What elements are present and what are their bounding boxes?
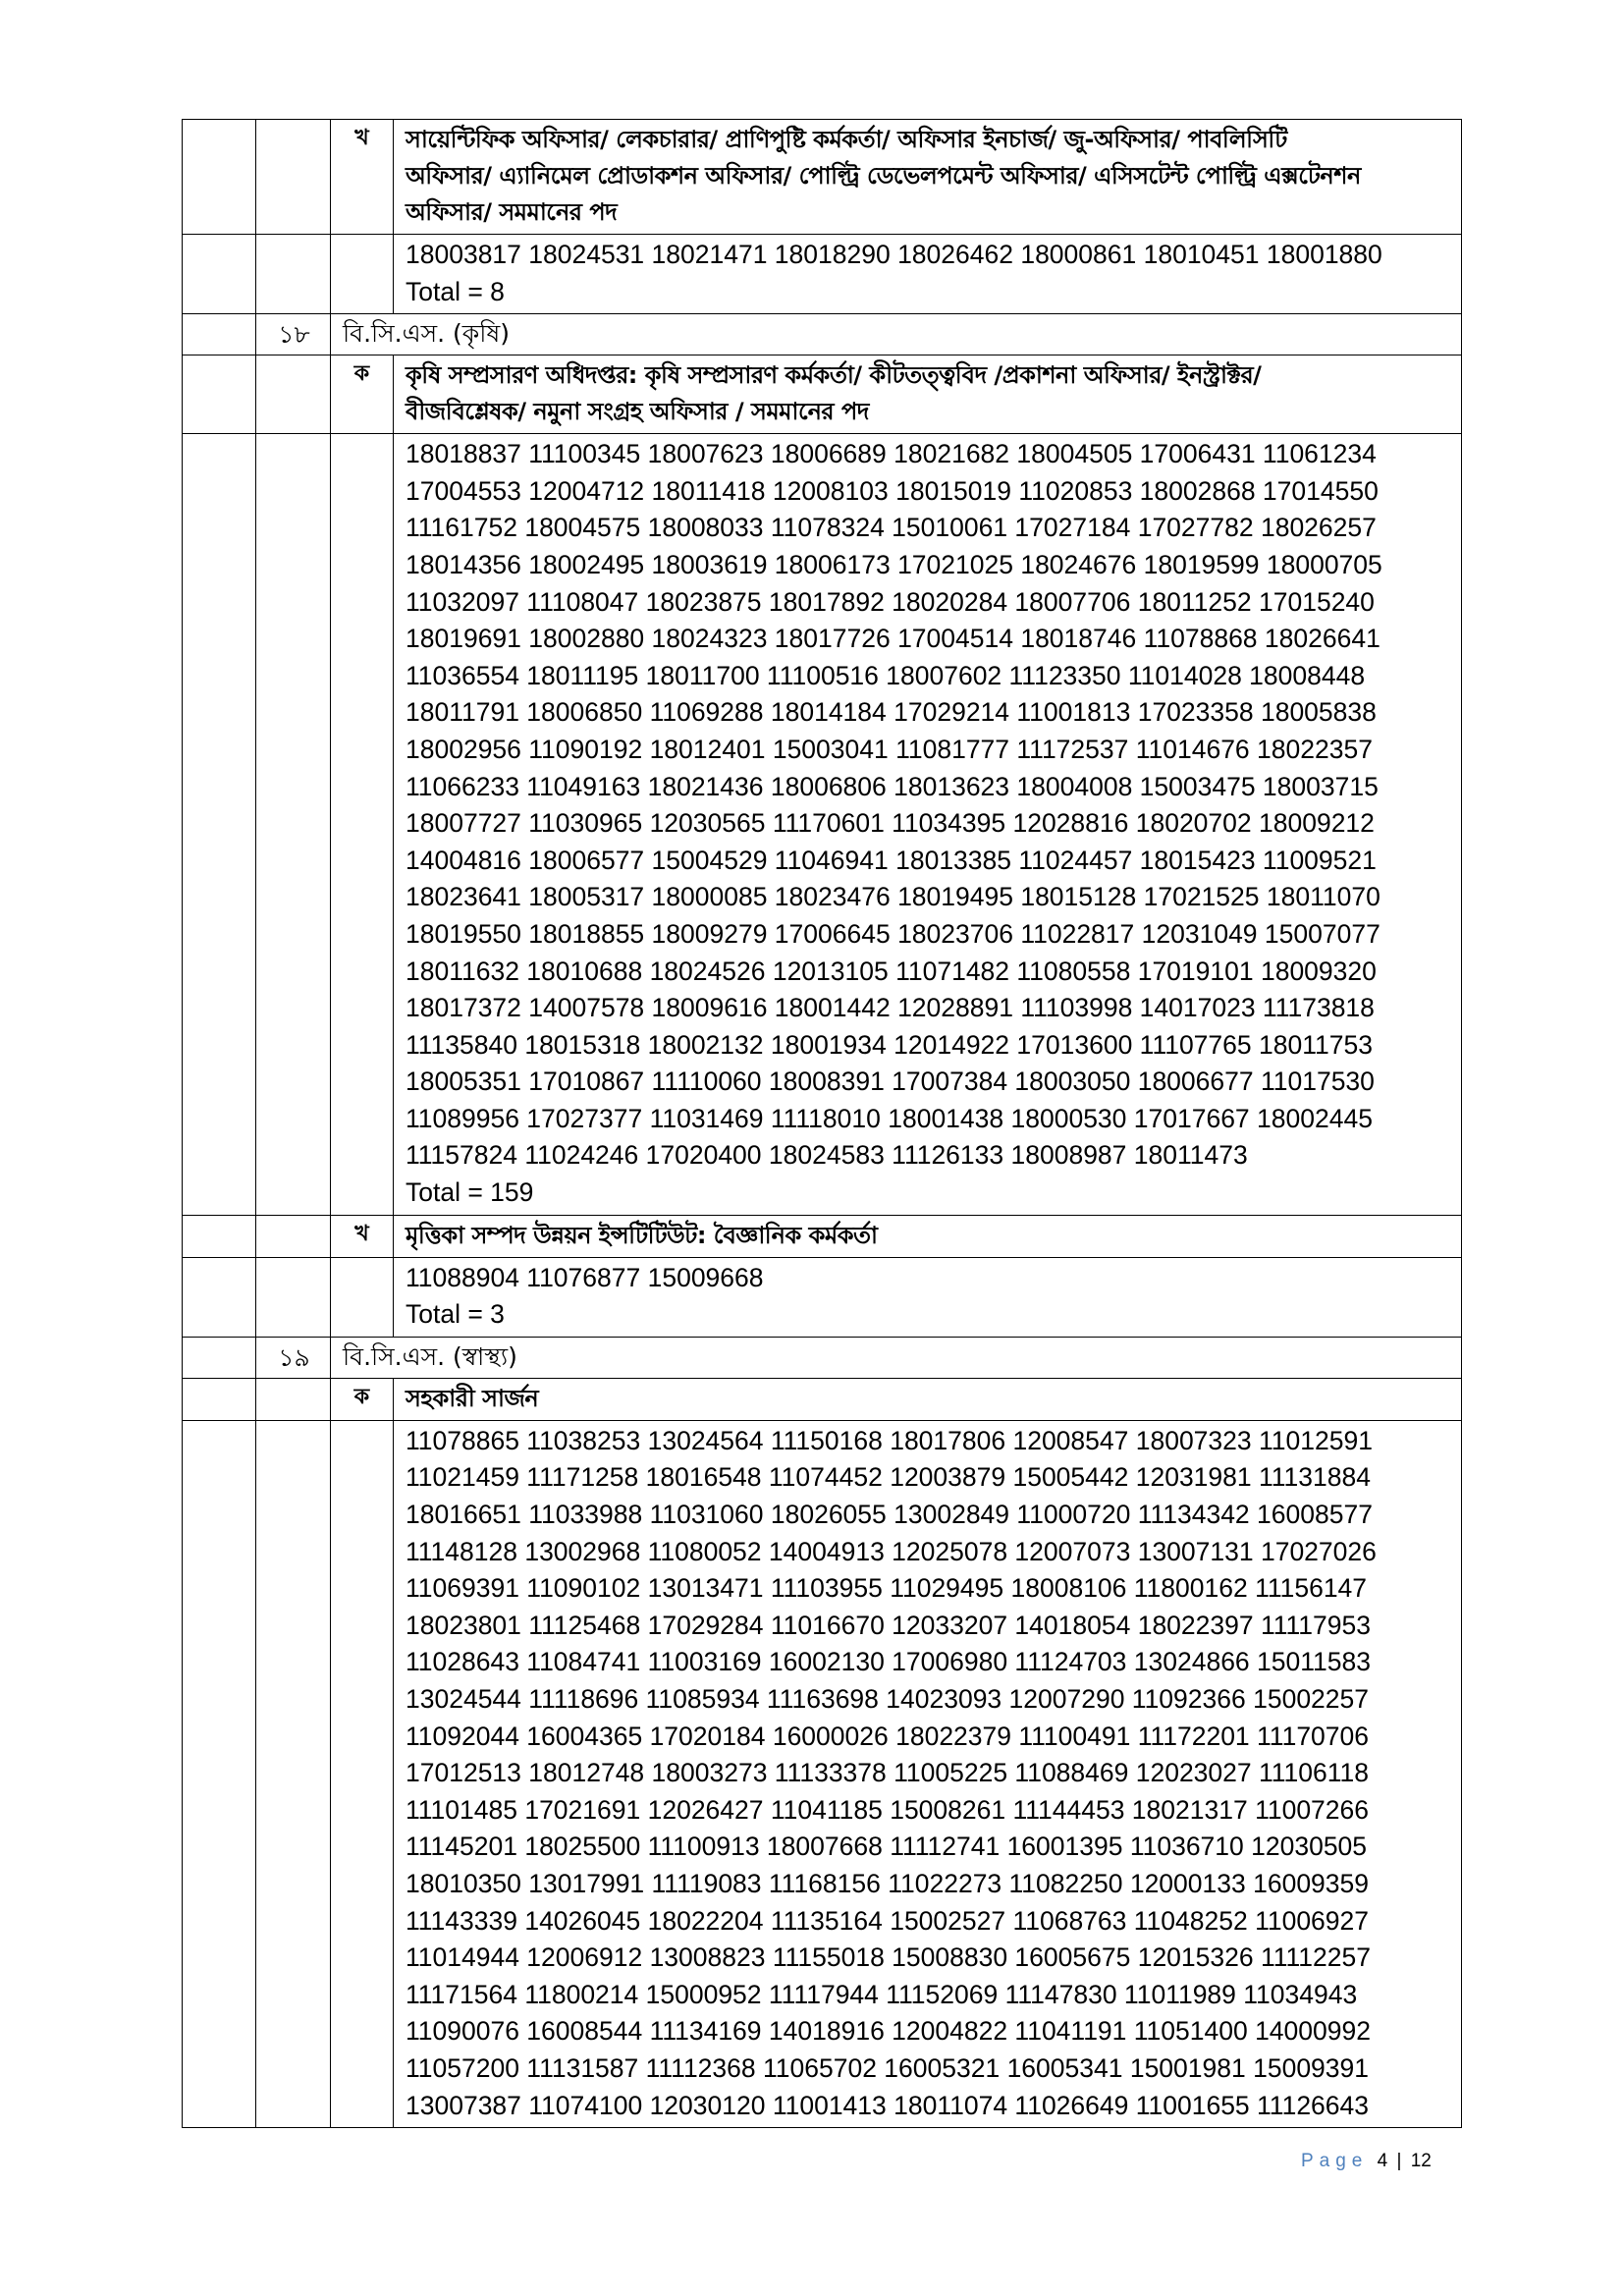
roll-number-line: 11088904 11076877 15009668 xyxy=(406,1262,764,1292)
sub-section-heading: সায়েন্টিফিক অফিসার/ লেকচারার/ প্রাণিপুষ্টি কর্মকর্তা/ অফিসার ইনচার্জ/ জু-অফিসার/ পাবলিসিটি অফিসার/ এ্যানিমেল প্রোডাকশন অফিসার/ পোল্ট্রি ডেভেলপমেন্ট অফিসার/ এসিসটেন্ট পোল্ট্রি এক্সটেনশন অফিসার/ সমমানের পদ xyxy=(394,120,1462,235)
roll-number-line: 17004553 12004712 18011418 12008103 18015019 11020853 18002868 17014550 xyxy=(406,475,1379,506)
roll-number-line: 18002956 11090192 18012401 15003041 11081777 11172537 11014676 18022357 xyxy=(406,734,1373,764)
roll-number-line: 13024544 11118696 11085934 11163698 14023093 12007290 11092366 15002257 xyxy=(406,1684,1370,1714)
page-label: Page xyxy=(1301,2151,1369,2171)
roll-number-line: 18014356 18002495 18003619 18006173 17021025 18024676 18019599 18000705 xyxy=(406,549,1382,579)
roll-number-line: 11101485 17021691 12026427 11041185 15008261 11144453 18021317 11007266 xyxy=(406,1794,1370,1825)
results-table xyxy=(182,119,1462,2128)
roll-number-line: 11171564 11800214 15000952 11117944 11152069 11147830 11011989 11034943 xyxy=(406,1979,1358,2009)
roll-number-line: 18010350 13017991 11119083 11168156 11022273 11082250 12000133 16009359 xyxy=(406,1868,1370,1898)
table-row xyxy=(183,314,1462,355)
roll-number-line: 11078865 11038253 13024564 11150168 18017806 12008547 18007323 11012591 xyxy=(406,1425,1373,1455)
roll-number-line: 18003817 18024531 18021471 18018290 18026462 18000861 18010451 18001880 xyxy=(406,240,1382,269)
roll-number-line: 18005351 17010867 11110060 18008391 17007384 18003050 18006677 11017530 xyxy=(406,1066,1375,1097)
roll-number-line: 11032097 11108047 18023875 18017892 18020284 18007706 18011252 17015240 xyxy=(406,586,1375,617)
table-row xyxy=(183,1337,1462,1378)
table-row xyxy=(183,355,1462,434)
table-row xyxy=(183,1257,1462,1337)
roll-number-line: 18018837 11100345 18007623 18006689 18021682 18004505 17006431 11061234 xyxy=(406,439,1377,469)
sub-section-heading: সহকারী সার্জন xyxy=(394,1378,1462,1420)
table-row xyxy=(183,434,1462,1215)
page-total: 12 xyxy=(1410,2151,1432,2171)
sub-section-letter: ক xyxy=(331,1378,394,1420)
roll-number-line: 11066233 11049163 18021436 18006806 18013623 18004008 15003475 18003715 xyxy=(406,771,1379,801)
sub-section-heading: মৃত্তিকা সম্পদ উন্নয়ন ইন্সটিটিউট: বৈজ্ঞানিক কর্মকর্তা xyxy=(394,1215,1462,1257)
roll-number-line: 11057200 11131587 11112368 11065702 16005321 16005341 15001981 15009391 xyxy=(406,2052,1370,2083)
roll-number-line: 18017372 14007578 18009616 18001442 12028891 11103998 14017023 11173818 xyxy=(406,993,1375,1023)
roll-number-line: 11157824 11024246 17020400 18024583 11126133 18008987 18011473 xyxy=(406,1140,1248,1171)
roll-number-line: 11014944 12006912 13008823 11155018 15008830 16005675 12015326 11112257 xyxy=(406,1942,1371,1973)
table-row xyxy=(183,235,1462,314)
roll-number-line: 18007727 11030965 12030565 11170601 11034395 12028816 18020702 18009212 xyxy=(406,808,1375,839)
roll-number-line: 11036554 18011195 18011700 11100516 18007602 11123350 11014028 18008448 xyxy=(406,660,1366,690)
sub-section-letter: খ xyxy=(331,1215,394,1257)
roll-number-line: 11161752 18004575 18008033 11078324 15010061 17027184 17027782 18026257 xyxy=(406,513,1377,543)
roll-number-line: 18011632 18010688 18024526 12013105 11071482 11080558 17019101 18009320 xyxy=(406,956,1377,986)
roll-number-line: 11089956 17027377 11031469 11118010 18001438 18000530 17017667 18002445 xyxy=(406,1103,1373,1133)
section-heading: বি.সি.এস. (স্বাস্থ্য) xyxy=(331,1337,1462,1378)
roll-number-line: 11069391 11090102 13013471 11103955 11029495 18008106 11800162 11156147 xyxy=(406,1573,1368,1604)
roll-number-line: 18023801 11125468 17029284 11016670 12033207 14018054 18022397 11117953 xyxy=(406,1610,1371,1640)
roll-number-list xyxy=(394,434,1462,1215)
roll-number-line: 11090076 16008544 11134169 14018916 12004822 11041191 11051400 14000992 xyxy=(406,2016,1371,2047)
section-number: ১৯ xyxy=(256,1337,331,1378)
page-separator: | xyxy=(1396,2151,1402,2171)
sub-section-letter: ক xyxy=(331,355,394,434)
roll-number-line: 11028643 11084741 11003169 16002130 17006980 11124703 13024866 15011583 xyxy=(406,1647,1371,1677)
page-number: 4 xyxy=(1377,2151,1388,2171)
roll-number-line: 18016651 11033988 11031060 18026055 13002849 11000720 11134342 16008577 xyxy=(406,1500,1373,1530)
table-row xyxy=(183,1420,1462,2127)
roll-number-line: 11148128 13002968 11080052 14004913 12025078 12007073 13007131 17027026 xyxy=(406,1536,1377,1566)
section-heading: বি.সি.এস. (কৃষি) xyxy=(331,314,1462,355)
sub-section-heading: কৃষি সম্প্রসারণ অধিদপ্তর: কৃষি সম্প্রসারণ কর্মকর্তা/ কীটতত্ত্ববিদ /প্রকাশনা অফিসার/ ইনস্ট্রাক্টর/ বীজবিশ্লেষক/ নমুনা সংগ্রহ অফিসার / সমমানের পদ xyxy=(394,355,1462,434)
roll-number-line: 18011791 18006850 11069288 18014184 17029214 11001813 17023358 18005838 xyxy=(406,697,1377,728)
roll-number-line: 11021459 11171258 18016548 11074452 12003879 15005442 12031981 11131884 xyxy=(406,1462,1371,1493)
table-row xyxy=(183,120,1462,235)
roll-number-line: 11135840 18015318 18002132 18001934 12014922 17013600 11107765 18011753 xyxy=(406,1029,1373,1060)
roll-number-line: 17012513 18012748 18003273 11133378 11005225 11088469 12023027 11106118 xyxy=(406,1758,1370,1788)
total-count: Total = 8 xyxy=(406,276,505,306)
roll-number-line: 18023641 18005317 18000085 18023476 18019495 18015128 17021525 18011070 xyxy=(406,882,1380,912)
page-footer xyxy=(1301,2151,1432,2172)
total-count: Total = 159 xyxy=(406,1177,534,1208)
table-row xyxy=(183,1378,1462,1420)
roll-number-line: 11145201 18025500 11100913 18007668 11112741 16001395 11036710 12030505 xyxy=(406,1831,1368,1862)
roll-number-line: 13007387 11074100 12030120 11001413 18011074 11026649 11001655 11126643 xyxy=(406,2090,1370,2120)
roll-number-line: 11092044 16004365 17020184 16000026 18022379 11100491 11172201 11170706 xyxy=(406,1721,1370,1751)
table-row xyxy=(183,1215,1462,1257)
section-number: ১৮ xyxy=(256,314,331,355)
roll-number-list xyxy=(394,1257,1462,1337)
roll-number-list xyxy=(394,235,1462,314)
roll-number-line: 18019691 18002880 18024323 18017726 17004514 18018746 11078868 18026641 xyxy=(406,624,1380,654)
sub-section-letter: খ xyxy=(331,120,394,235)
roll-number-line: 11143339 14026045 18022204 11135164 15002527 11068763 11048252 11006927 xyxy=(406,1905,1370,1936)
roll-number-list xyxy=(394,1420,1462,2127)
roll-number-line: 18019550 18018855 18009279 17006645 18023706 11022817 12031049 15007077 xyxy=(406,918,1380,949)
roll-number-line: 14004816 18006577 15004529 11046941 18013385 11024457 18015423 11009521 xyxy=(406,845,1377,875)
total-count: Total = 3 xyxy=(406,1299,505,1330)
